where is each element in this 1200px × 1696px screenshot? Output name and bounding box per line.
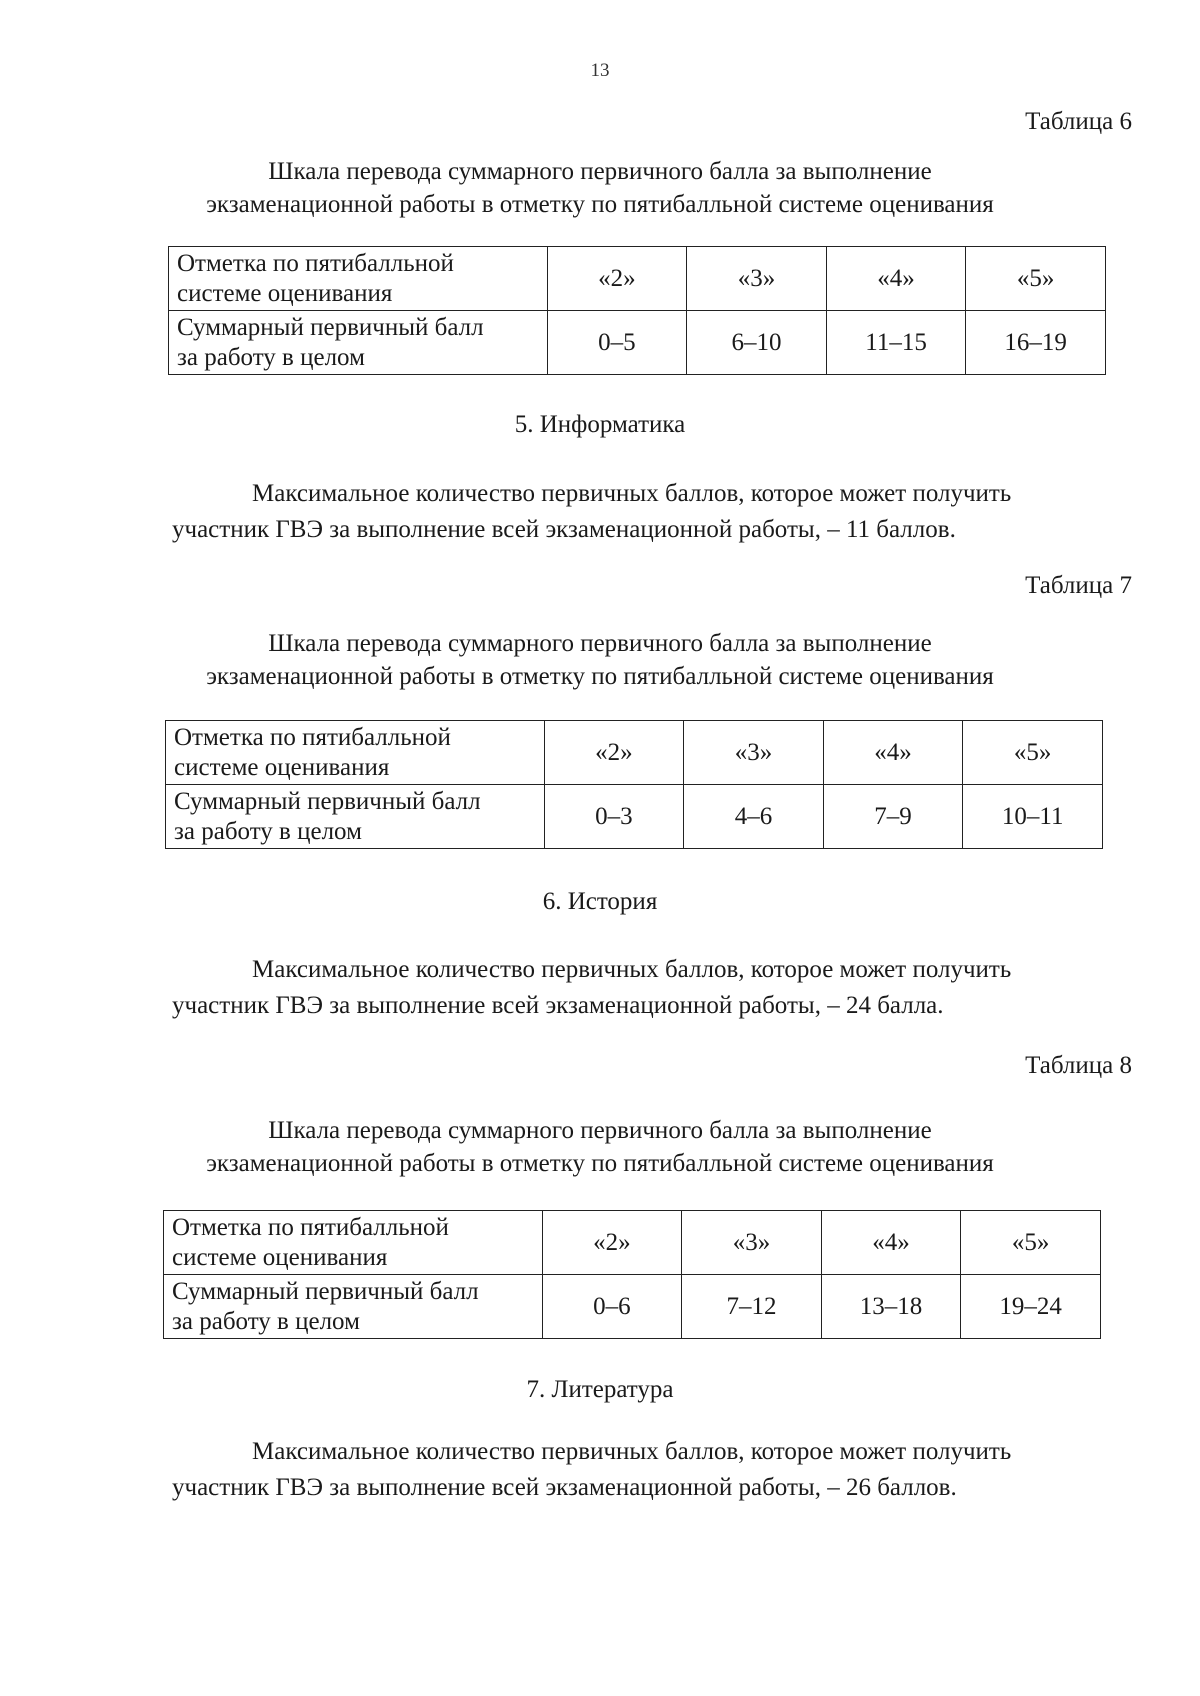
- table-cell: 7–12: [682, 1275, 822, 1339]
- table-cell: «4»: [821, 1211, 961, 1275]
- table-cell: 0–6: [542, 1275, 682, 1339]
- table-8-label: Таблица 8: [1025, 1052, 1132, 1079]
- table-row: [166, 721, 1103, 785]
- caption-line: Шкала перевода суммарного первичного балла за выполнение: [268, 1117, 932, 1144]
- table-cell: «4»: [823, 721, 963, 785]
- table-8-caption: [0, 1114, 1200, 1180]
- page-number: 13: [590, 60, 610, 81]
- table-cell: «2»: [542, 1211, 682, 1275]
- table-row: [164, 1211, 1101, 1275]
- paragraph-literature: Максимальное количество первичных баллов, которое может получить участник ГВЭ за выполнение всей экзаменационной работы, – 26 баллов.: [172, 1438, 1012, 1501]
- table-cell: 7–9: [823, 785, 963, 849]
- table-cell: «2»: [547, 247, 687, 311]
- row-label: Суммарный первичный балл за работу в целом: [169, 311, 548, 375]
- caption-line: экзаменационной работы в отметку по пятибалльной системе оценивания: [206, 1150, 994, 1177]
- table-cell: 6–10: [687, 311, 827, 375]
- section-heading-informatics: 5. Информатика: [514, 411, 686, 438]
- paragraph-history: Максимальное количество первичных баллов, которое может получить участник ГВЭ за выполнение всей экзаменационной работы, – 24 балла.: [172, 956, 1012, 1019]
- table-cell: «3»: [684, 721, 824, 785]
- table-7: [165, 720, 1103, 849]
- table-cell: «3»: [687, 247, 827, 311]
- table-cell: 16–19: [966, 311, 1106, 375]
- table-6-caption: [0, 155, 1200, 221]
- table-row: [166, 785, 1103, 849]
- table-6-label: Таблица 6: [1025, 108, 1132, 135]
- table-row: [169, 311, 1106, 375]
- row-label: Суммарный первичный балл за работу в целом: [166, 785, 545, 849]
- row-label: Суммарный первичный балл за работу в целом: [164, 1275, 543, 1339]
- row-label: Отметка по пятибалльной системе оценивания: [164, 1211, 543, 1275]
- table-cell: 0–3: [544, 785, 684, 849]
- table-cell: «4»: [826, 247, 966, 311]
- table-row: [164, 1275, 1101, 1339]
- table-row: [169, 247, 1106, 311]
- table-cell: 4–6: [684, 785, 824, 849]
- table-7-label: Таблица 7: [1025, 572, 1132, 599]
- table-cell: «3»: [682, 1211, 822, 1275]
- table-cell: 10–11: [963, 785, 1103, 849]
- table-7-caption: [0, 627, 1200, 693]
- row-label: Отметка по пятибалльной системе оценивания: [169, 247, 548, 311]
- table-cell: 19–24: [961, 1275, 1101, 1339]
- section-heading-literature: 7. Литература: [526, 1376, 674, 1403]
- table-cell: «5»: [966, 247, 1106, 311]
- table-cell: «2»: [544, 721, 684, 785]
- row-label: Отметка по пятибалльной системе оценивания: [166, 721, 545, 785]
- table-cell: 11–15: [826, 311, 966, 375]
- table-6: [168, 246, 1106, 375]
- caption-line: Шкала перевода суммарного первичного балла за выполнение: [268, 630, 932, 657]
- table-cell: «5»: [963, 721, 1103, 785]
- caption-line: Шкала перевода суммарного первичного балла за выполнение: [268, 158, 932, 185]
- paragraph-informatics: Максимальное количество первичных баллов, которое может получить участник ГВЭ за выполнение всей экзаменационной работы, – 11 баллов.: [172, 480, 1012, 543]
- table-cell: 0–5: [547, 311, 687, 375]
- table-8: [163, 1210, 1101, 1339]
- section-heading-history: 6. История: [542, 888, 658, 915]
- table-cell: «5»: [961, 1211, 1101, 1275]
- caption-line: экзаменационной работы в отметку по пятибалльной системе оценивания: [206, 191, 994, 218]
- caption-line: экзаменационной работы в отметку по пятибалльной системе оценивания: [206, 663, 994, 690]
- table-cell: 13–18: [821, 1275, 961, 1339]
